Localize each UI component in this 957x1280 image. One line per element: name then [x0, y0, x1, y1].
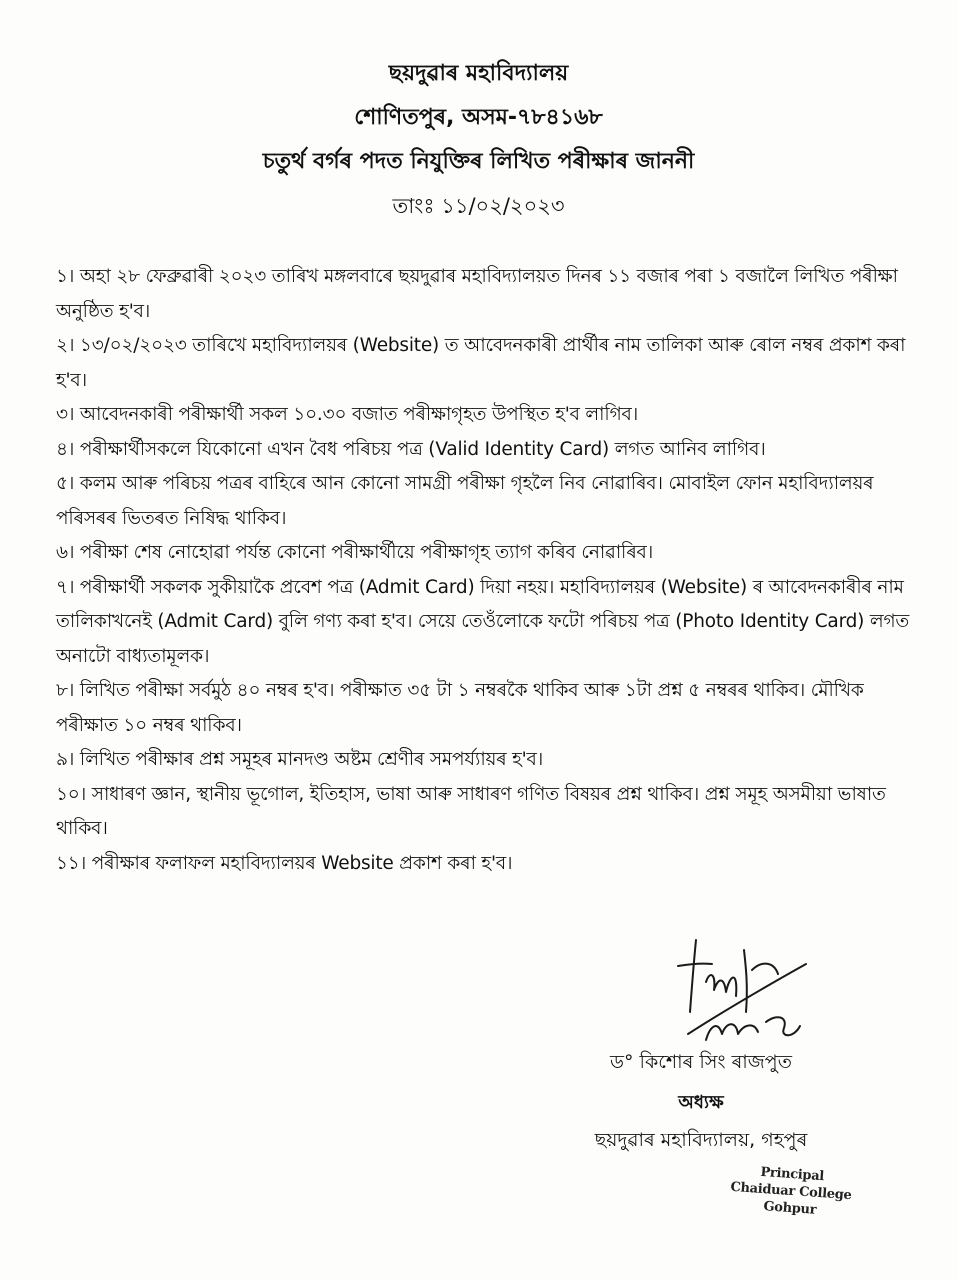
principal-seal — [714, 1161, 867, 1222]
notice-header — [0, 52, 957, 228]
notice-item-5: ৫। কলম আৰু পৰিচয় পত্ৰৰ বাহিৰে আন কোনো সামগ্ৰী পৰীক্ষা গৃহলৈ নিব নোৱাৰিব। মোবাইল ফোন মহাবিদ্যালয়ৰ পৰিসৰৰ ভিতৰত নিষিদ্ধ থাকিব। — [56, 473, 874, 529]
notice-item-3: ৩। আবেদনকাৰী পৰীক্ষাৰ্থী সকল ১০.৩০ বজাত পৰীক্ষাগৃহত উপস্থিত হ'ব লাগিব। — [56, 404, 639, 425]
notice-item-1: ১। অহা ২৮ ফেব্ৰুৱাৰী ২০২৩ তাৰিখ মঙ্গলবাৰে ছয়দুৱাৰ মহাবিদ্যালয়ত দিনৰ ১১ বজাৰ পৰা ১ বজালৈ লিখিত পৰীক্ষা অনুষ্ঠিত হ'ব। — [56, 266, 898, 322]
seal-line-1: Principal — [759, 1164, 825, 1185]
signatory-title: অধ্যক্ষ — [678, 1092, 724, 1113]
notice-date: তাংঃ ১১/০২/২০২৩ — [392, 194, 565, 218]
notice-body — [56, 260, 928, 881]
seal-line-3: Gohpur — [762, 1199, 817, 1218]
seal-line-2: Chaiduar College — [729, 1179, 852, 1204]
signatory-organization: ছয়দুৱাৰ মহাবিদ্যালয়, গহপুৰ — [594, 1129, 808, 1151]
notice-item-11: ১১। পৰীক্ষাৰ ফলাফল মহাবিদ্যালয়ৰ Website প্ৰকাশ কৰা হ'ব। — [56, 852, 513, 874]
college-name: ছয়দুৱাৰ মহাবিদ্যালয় — [388, 61, 569, 86]
notice-item-4: ৪। পৰীক্ষাৰ্থীসকলে যিকোনো এখন বৈধ পৰিচয় পত্ৰ (Valid Identity Card) লগত আনিব লাগিব। — [56, 438, 766, 460]
college-address: শোণিতপুৰ, অসম-৭৮৪১৬৮ — [354, 105, 603, 130]
signatory-name: ড° কিশোৰ সিং ৰাজপুত — [610, 1051, 792, 1073]
notice-item-9: ৯। লিখিত পৰীক্ষাৰ প্ৰশ্ন সমূহৰ মানদণ্ড অষ্টম শ্ৰেণীৰ সমপৰ্য্যায়ৰ হ'ব। — [56, 749, 544, 770]
notice-item-10: ১০। সাধাৰণ জ্ঞান, স্থানীয় ভূগোল, ইতিহাস, ভাষা আৰু সাধাৰণ গণিত বিষয়ৰ প্ৰশ্ন থাকিব। প্ৰশ্ন সমূহ অসমীয়া ভাষাত থাকিব। — [56, 783, 886, 839]
notice-item-6: ৬। পৰীক্ষা শেষ নোহোৱা পৰ্যন্ত কোনো পৰীক্ষাৰ্থীয়ে পৰীক্ষাগৃহ ত্যাগ কৰিব নোৱাৰিব। — [56, 542, 654, 563]
notice-item-7: ৭। পৰীক্ষাৰ্থী সকলক সুকীয়াকৈ প্ৰবেশ পত্ৰ (Admit Card) দিয়া নহয়। মহাবিদ্যালয়ৰ (Website) ৰ আবেদনকাৰীৰ নাম তালিকাখনেই (Admit Card) বুলি গণ্য কৰা হ'ব। সেয়ে তেওঁলোকে ফটো পৰিচয় পত্ৰ (Photo Identity Card) লগত অনাটো বাধ্যতামূলক। — [56, 576, 910, 667]
notice-item-8: ৮। লিখিত পৰীক্ষা সৰ্বমুঠ ৪০ নম্বৰ হ'ব। পৰীক্ষাত ৩৫ টা ১ নম্বৰকৈ থাকিব আৰু ১টা প্ৰশ্ন ৫ নম্বৰৰ থাকিব। মৌখিক পৰীক্ষাত ১০ নম্বৰ থাকিব। — [56, 680, 864, 736]
notice-subject: চতুৰ্থ বৰ্গৰ পদত নিযুক্তিৰ লিখিত পৰীক্ষাৰ জাননী — [262, 149, 695, 174]
notice-item-2: ২। ১৩/০২/২০২৩ তাৰিখে মহাবিদ্যালয়ৰ (Website) ত আবেদনকাৰী প্ৰাৰ্থীৰ নাম তালিকা আৰু ৰোল নম্বৰ প্ৰকাশ কৰা হ'ব। — [56, 335, 906, 391]
handwritten-signature-icon — [666, 930, 826, 1050]
